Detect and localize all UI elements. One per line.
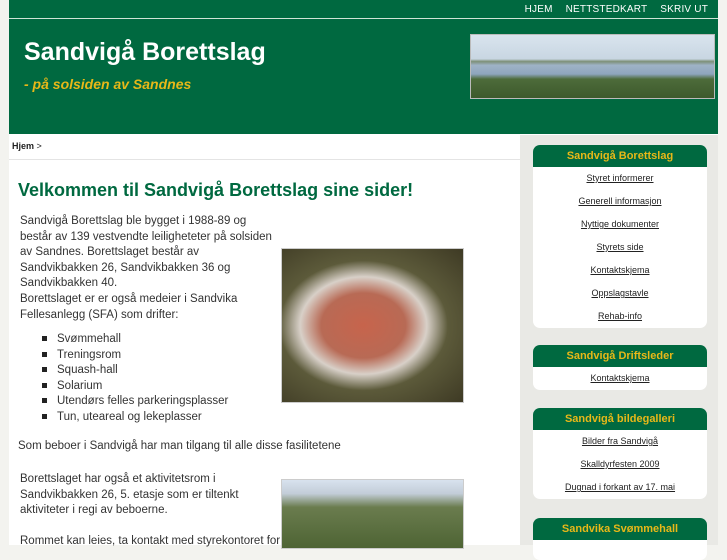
facilities-list [42,332,228,425]
link-rehab-info[interactable]: Rehab-info [597,311,643,321]
breadcrumb [9,135,520,160]
list-item: Svømmehall [42,332,228,348]
header [9,19,718,134]
page [9,0,718,545]
link-skalldyrfesten[interactable]: Skalldyrfesten 2009 [580,459,660,469]
link-kontaktskjema-driftsleder[interactable]: Kontaktskjema [590,373,650,383]
link-nyttige-dokumenter[interactable]: Nyttige dokumenter [580,219,660,229]
landscape-photo [281,479,464,549]
nav-nettstedkart[interactable]: NETTSTEDKART [565,3,648,15]
access-paragraph: Som beboer i Sandvigå har man tilgang til alle disse fasilitetene [18,440,341,452]
box-title: Sandvigå Driftsleder [533,345,707,367]
sidebar-box-svommehall [533,518,707,560]
list-item: Tun, uteareal og lekeplasser [42,410,228,426]
sidebar-box-driftsleder [533,345,707,390]
breadcrumb-home[interactable]: Hjem [12,141,35,151]
box-title: Sandvika Svømmehall [533,518,707,540]
link-kontaktskjema[interactable]: Kontaktskjema [590,265,650,275]
breadcrumb-sep: > [34,141,42,151]
aerial-photo [281,248,464,403]
list-item: Utendørs felles parkeringsplasser [42,394,228,410]
page-title: Velkommen til Sandvigå Borettslag sine sider! [18,180,414,200]
nav-skriv-ut[interactable]: SKRIV UT [660,3,708,15]
link-oppslagstavle[interactable]: Oppslagstavle [591,288,649,298]
box-title: Sandvigå bildegalleri [533,408,707,430]
tagline: - på solsiden av Sandnes [24,76,192,92]
list-item: Squash-hall [42,363,228,379]
sidebar [520,135,718,545]
link-generell-informasjon[interactable]: Generell informasjon [578,196,662,206]
link-styret-informerer[interactable]: Styret informerer [586,173,654,183]
sfa-paragraph: Borettslaget er er også medeier i Sandvika Fellesanlegg (SFA) som drifter: [20,293,238,321]
list-item: Solarium [42,379,228,395]
intro-paragraph: Sandvigå Borettslag ble bygget i 1988-89 og består av 139 vestvendte leiligheteter på solsiden av Sandnes. Borettslaget består av Sandvikbakken 26, Sandvikbakken 36 og Sandvikbakken 40. [20,215,272,289]
top-nav [9,0,718,19]
link-bilder[interactable]: Bilder fra Sandvigå [581,436,659,446]
main-content [9,135,520,545]
site-title[interactable]: Sandvigå Borettslag [24,38,266,66]
sidebar-box-bildegalleri [533,408,707,499]
sidebar-box-borettslag [533,145,707,328]
box-title: Sandvigå Borettslag [533,145,707,167]
nav-hjem[interactable]: HJEM [524,3,553,15]
link-dugnad[interactable]: Dugnad i forkant av 17. mai [564,482,676,492]
link-styrets-side[interactable]: Styrets side [596,242,644,252]
activity-paragraph: Borettslaget har også et aktivitetsrom i Sandvikbakken 26, 5. etasje som er tiltenkt aktiviteter i regi av beboerne. [20,473,239,516]
list-item: Treningsrom [42,348,228,364]
rent-paragraph: Rommet kan leies, ta kontakt med styrekontoret for [20,535,281,547]
banner-image [470,34,715,99]
